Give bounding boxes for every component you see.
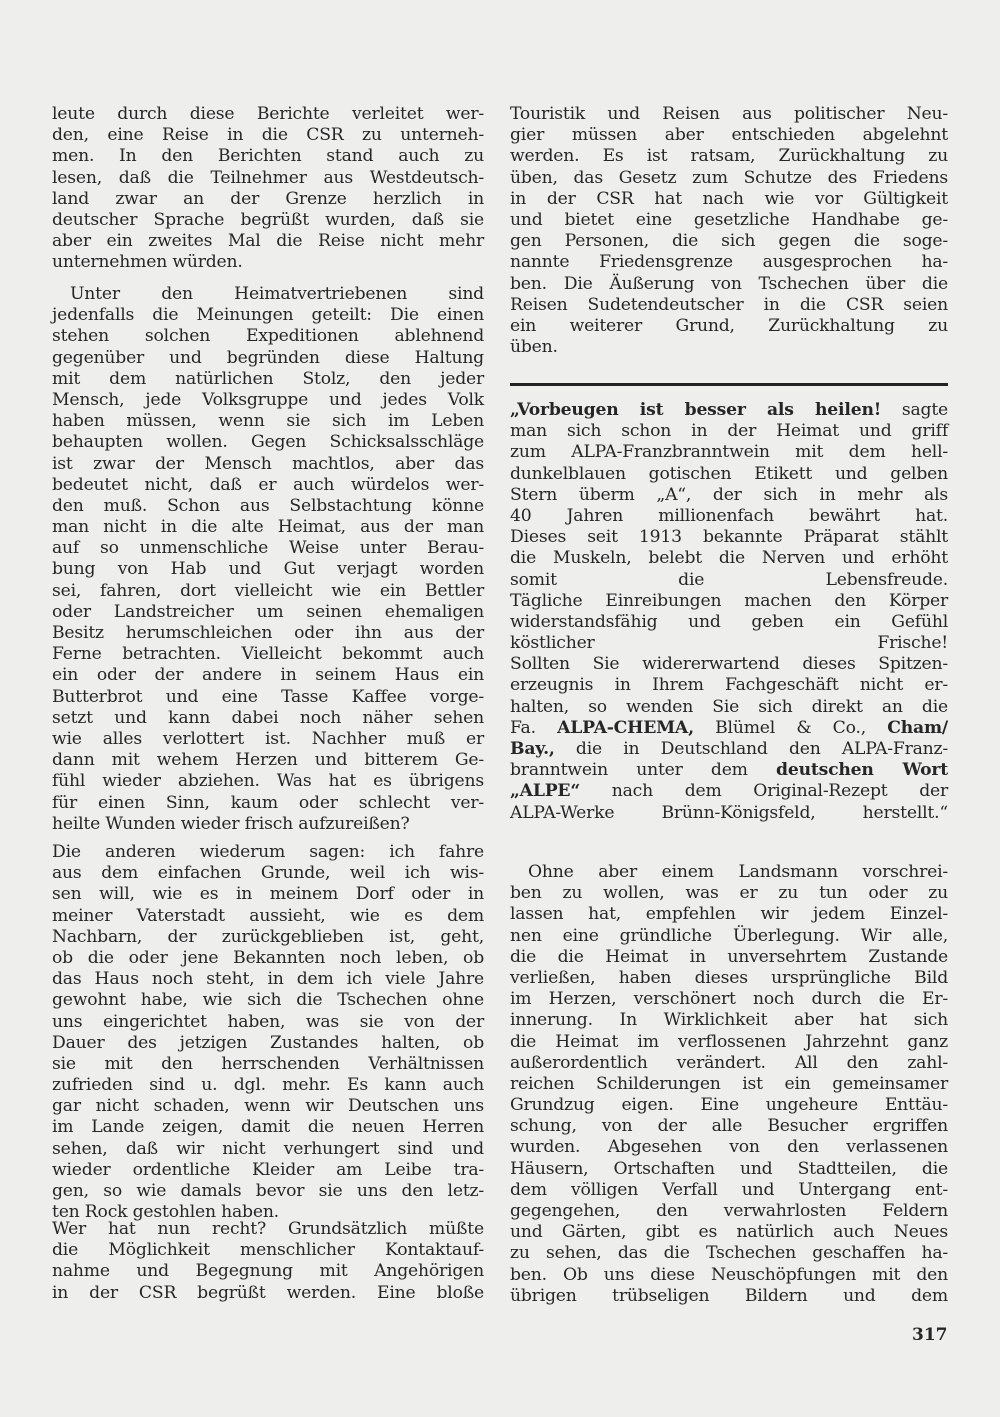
text-line: in der CSR hat nach wie vor Gültigkeit (510, 188, 948, 209)
text-line: ein oder der andere in seinem Haus ein (52, 665, 484, 686)
text-line: gen, so wie damals bevor sie uns den letz- (52, 1181, 484, 1201)
text-line: meiner Vaterstadt aussieht, wie es dem (52, 905, 484, 926)
text-line: werden. Es ist ratsam, Zurückhaltung zu (510, 146, 948, 167)
text-line: Die anderen wiederum sagen: ich fahre (52, 842, 484, 862)
text-line: halten, so wenden Sie sich direkt an die (510, 696, 948, 717)
paragraph (52, 104, 484, 274)
text-line: nannte Friedensgrenze ausgesprochen ha- (510, 252, 948, 273)
text-line: man sich schon in der Heimat und griff (510, 421, 948, 442)
text: Fa. (510, 717, 536, 738)
paragraph (510, 862, 948, 1307)
text-line: Besitz herumschleichen oder ihn aus der (52, 623, 484, 643)
text-line: verließen, haben dieses ursprüngliche Bild (510, 967, 948, 988)
text-line: Tägliche Einreibungen machen den Körper (510, 590, 948, 611)
text-line: auf so unmenschliche Weise unter Berau- (52, 538, 484, 559)
text-line: Sollten Sie widererwartend dieses Spitzen- (510, 654, 948, 675)
divider-rule (510, 383, 948, 386)
text-line: lesen, daß die Teilnehmer aus Westdeutsch- (52, 167, 484, 188)
text-line: die Möglichkeit menschlicher Kontaktauf- (52, 1240, 484, 1261)
text-line: die Muskeln, belebt die Nerven und erhöht (510, 548, 948, 569)
text: die in Deutschland den ALPA-Franz- (575, 739, 948, 759)
text-line: den, eine Reise in die CSR zu unterneh- (52, 125, 484, 146)
text-line: ob die oder jene Bekannten noch leben, ob (52, 947, 484, 968)
text-line: zu sehen, das die Tschechen geschaffen ha- (510, 1243, 948, 1264)
text-line: man nicht in die alte Heimat, aus der man (52, 517, 484, 538)
text-line: gegengehen, den verwahrlosten Feldern (510, 1201, 948, 1221)
text-line: Grundzug eigen. Eine ungeheure Enttäu- (510, 1095, 948, 1116)
text-line: stehen solchen Expeditionen ablehnend (52, 326, 484, 347)
text-line: die Heimat im verflossenen Jahrzehnt ganz (510, 1031, 948, 1052)
text-line: ben zu wollen, was er zu tun oder zu (510, 883, 948, 904)
text-line: übrigen trübseligen Bildern und dem (510, 1285, 948, 1306)
text-line: behaupten wollen. Gegen Schicksalsschläge (52, 432, 484, 453)
text-line: innerung. In Wirklichkeit aber hat sich (510, 1010, 948, 1031)
city: Bay., (510, 739, 555, 759)
text-line: Dieses seit 1913 bekannte Präparat stählt (510, 527, 948, 548)
text-line: sen will, wie es in meinem Dorf oder in (52, 884, 484, 905)
text-line: üben. (510, 337, 558, 358)
text-line: heilte Wunden wieder frisch aufzureißen? (52, 813, 410, 834)
text-line: haben müssen, wenn sie sich im Leben (52, 411, 484, 432)
page-number: 317 (912, 1325, 948, 1345)
text: deutschen Wort (776, 760, 948, 781)
text-line: sei, fahren, dort vielleicht wie ein Bettler (52, 580, 484, 601)
text-line: Wer hat nun recht? Grundsätzlich müßte (52, 1219, 484, 1239)
text-line: ist zwar der Mensch machtlos, aber das (52, 453, 484, 474)
text: branntwein unter dem (510, 760, 748, 781)
text-line: Mensch, jede Volksgruppe und jedes Volk (52, 389, 484, 410)
text-line: gen Personen, die sich gegen die soge- (510, 231, 948, 252)
text-line: lassen hat, empfehlen wir jedem Einzel- (510, 904, 948, 925)
text-line: nen eine gründliche Überlegung. Wir alle, (510, 925, 948, 946)
text: nach dem Original-Rezept der (611, 781, 948, 802)
text-line: gewohnt habe, wie sich die Tschechen ohne (52, 990, 484, 1011)
text-line: bedeutet nicht, daß er auch würdelos wer- (52, 474, 484, 495)
text-line: widerstandsfähig und geben ein Gefühl (510, 611, 948, 632)
text: Blümel & Co., (715, 717, 866, 738)
text-line: wieder ordentliche Kleider am Leibe tra- (52, 1159, 484, 1180)
text-line: das Haus noch steht, in dem ich viele Jahre (52, 969, 484, 990)
text-line: für einen Sinn, kaum oder schlecht ver- (52, 792, 484, 813)
text-line: Stern überm „A“, der sich in mehr als (510, 484, 948, 505)
text-line: jedenfalls die Meinungen geteilt: Die einen (52, 305, 484, 326)
text-line: ben. Ob uns diese Neuschöpfungen mit den (510, 1264, 948, 1285)
text-line: wie alles verlottert ist. Nachher muß er (52, 728, 484, 749)
text-line: uns eingerichtet haben, was sie von der (52, 1011, 484, 1032)
text-line: setzt und kann dabei noch näher sehen (52, 707, 484, 728)
text-line: unternehmen würden. (52, 252, 243, 273)
paragraph (52, 842, 484, 1223)
text-line: in der CSR begrüßt werden. Eine bloße (52, 1282, 484, 1303)
brand-name: „ALPE“ (510, 781, 581, 802)
text-line: sie mit den herrschenden Verhältnissen (52, 1053, 484, 1074)
text-line: zufrieden sind u. dgl. mehr. Es kann auch (52, 1075, 484, 1096)
text-line: ten Rock gestohlen haben. (52, 1202, 279, 1223)
text-line: ben. Die Äußerung von Tschechen über die (510, 273, 948, 294)
text-line: Ferne betrachten. Vielleicht bekommt auch (52, 644, 484, 665)
text-line: ein weiterer Grund, Zurückhaltung zu (510, 315, 948, 336)
text-line: leute durch diese Berichte verleitet wer- (52, 104, 484, 124)
text: sagte (901, 400, 949, 420)
text-line: Unter den Heimatvertriebenen sind (70, 284, 484, 304)
text-line: Reisen Sudetendeutscher in die CSR seien (510, 294, 948, 315)
text-line: zum ALPA-Franzbranntwein mit dem hell- (510, 442, 948, 463)
paragraph (52, 284, 484, 835)
text-line: fühl wieder abziehen. Was hat es übrigens (52, 771, 484, 792)
text-line: im Lande zeigen, damit die neuen Herren (52, 1117, 484, 1138)
text-line: Nachbarn, der zurückgeblieben ist, geht, (52, 926, 484, 947)
text-line: üben, das Gesetz zum Schutze des Friedens (510, 167, 948, 188)
text-line: oder Landstreicher um seinen ehemaligen (52, 601, 484, 622)
text-line: 40 Jahren millionenfach bewährt hat. (510, 505, 948, 526)
paragraph (52, 1219, 484, 1304)
text-line: sehen, daß wir nicht verhungert sind und (52, 1138, 484, 1159)
text-line: dem völligen Verfall und Untergang ent- (510, 1179, 948, 1200)
text-line: men. In den Berichten stand auch zu (52, 146, 484, 167)
text-line: Butterbrot und eine Tasse Kaffee vorge- (52, 686, 484, 707)
text-line: Ohne aber einem Landsmann vorschrei- (528, 862, 948, 882)
text-line: Häusern, Ortschaften und Stadtteilen, die (510, 1158, 948, 1179)
text-line: dunkelblauen gotischen Etikett und gelben (510, 463, 948, 484)
text-line: und Gärten, gibt es natürlich auch Neues (510, 1222, 948, 1243)
text-line: und bietet eine gesetzliche Handhabe ge- (510, 209, 948, 230)
text-line: Touristik und Reisen aus politischer Neu- (510, 104, 948, 124)
text-line: gegenüber und begründen diese Haltung (52, 347, 484, 368)
company-name: ALPA-CHEMA, (557, 717, 694, 738)
city: Cham/ (887, 717, 949, 738)
text-line: nahme und Begegnung mit Angehörigen (52, 1261, 484, 1282)
text-line: land zwar an der Grenze herzlich in (52, 188, 484, 209)
text-line: aber ein zweites Mal die Reise nicht mehr (52, 231, 484, 252)
text-line: gar nicht schaden, wenn wir Deutschen uns (52, 1096, 484, 1117)
text-line: wurden. Abgesehen von den verlassenen (510, 1137, 948, 1158)
text-line: Dauer des jetzigen Zustandes halten, ob (52, 1032, 484, 1053)
text-line: außerordentlich verändert. All den zahl- (510, 1052, 948, 1073)
ad-headline: „Vorbeugen ist besser als heilen! (510, 400, 882, 420)
text-line: die die Heimat in unversehrtem Zustande (510, 946, 948, 967)
text-line: reichen Schilderungen ist ein gemeinsamer (510, 1073, 948, 1094)
text-line: aus dem einfachen Grunde, weil ich wis- (52, 863, 484, 884)
text-line: gier müssen aber entschieden abgelehnt (510, 125, 948, 146)
advertisement (510, 400, 948, 824)
text-line: somit die Lebensfreude. (510, 569, 948, 590)
text-line: den muß. Schon aus Selbstachtung könne (52, 495, 484, 516)
text-line: mit dem natürlichen Stolz, den jeder (52, 368, 484, 389)
text-line: köstlicher Frische! (510, 633, 948, 654)
text-line: erzeugnis in Ihrem Fachgeschäft nicht er- (510, 675, 948, 696)
text-line: ALPA-Werke Brünn-Königsfeld, herstellt.“ (510, 802, 948, 823)
paragraph (510, 104, 948, 358)
text-line: schung, von der alle Besucher ergriffen (510, 1116, 948, 1137)
text-line: im Herzen, verschönert noch durch die Er- (510, 989, 948, 1010)
text-line: dann mit wehem Herzen und bitterem Ge- (52, 750, 484, 771)
text-line: bung von Hab und Gut verjagt worden (52, 559, 484, 580)
text-line: deutscher Sprache begrüßt wurden, daß sie (52, 209, 484, 230)
